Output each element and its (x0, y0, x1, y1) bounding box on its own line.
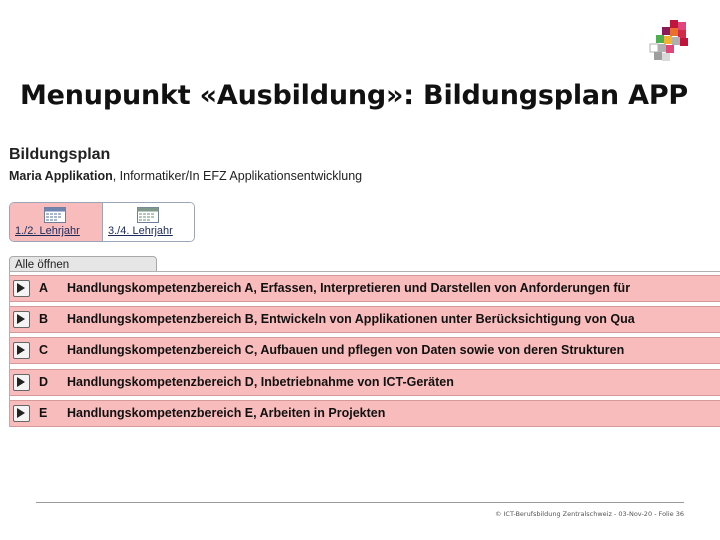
play-icon (17, 283, 25, 293)
bildungsplan-screenshot (8, 144, 720, 428)
competence-letter: B (39, 312, 49, 326)
expand-button[interactable] (13, 342, 30, 359)
plan-subtitle (9, 169, 362, 183)
play-icon (17, 408, 25, 418)
expand-button[interactable] (13, 311, 30, 328)
calendar-icon (137, 207, 159, 223)
competence-row-d[interactable] (10, 369, 720, 396)
slide-footer: © ICT-Berufsbildung Zentralschweiz - 03-Nov-20 - Folie 36 (494, 510, 684, 518)
expand-button[interactable] (13, 405, 30, 422)
expand-button[interactable] (13, 280, 30, 297)
logo-icon (648, 20, 690, 64)
competence-name: Handlungskompetenzbereich E, Arbeiten in Projekten (67, 406, 386, 420)
competence-letter: E (39, 406, 48, 420)
play-icon (17, 377, 25, 387)
competence-name: Handlungskompetenzbereich D, Inbetriebnahme von ICT-Geräten (67, 375, 454, 389)
tab-year-3-4[interactable] (103, 203, 194, 241)
calendar-icon (44, 207, 66, 223)
profession-label: , Informatiker/In EFZ Applikationsentwicklung (112, 169, 363, 183)
competence-name: Handlungskompetenzbereich A, Erfassen, Interpretieren und Darstellen von Anforderungen für (67, 281, 631, 295)
competence-row-b[interactable] (10, 306, 720, 333)
apprentice-name: Maria Applikation (9, 169, 113, 183)
tab-label: 1./2. Lehrjahr (15, 225, 80, 237)
competence-letter: C (39, 343, 49, 357)
slide-title: Menupunkt «Ausbildung»: Bildungsplan APP (20, 80, 689, 111)
play-icon (17, 345, 25, 355)
competence-row-c[interactable] (10, 337, 720, 364)
expand-button[interactable] (13, 374, 30, 391)
tab-label: 3./4. Lehrjahr (108, 225, 173, 237)
competence-letter: A (39, 281, 49, 295)
footer-divider (36, 502, 684, 503)
competence-row-a[interactable] (10, 275, 720, 302)
page-title: Bildungsplan (9, 146, 111, 163)
competence-row-e[interactable] (10, 400, 720, 427)
open-all-label: Alle öffnen (15, 259, 70, 271)
competence-list (9, 271, 720, 427)
play-icon (17, 314, 25, 324)
competence-letter: D (39, 375, 49, 389)
year-tabs (9, 202, 195, 242)
tab-year-1-2[interactable] (10, 203, 103, 241)
competence-name: Handlungskompetenzbereich B, Entwickeln von Applikationen unter Berücksichtigung von Qua (67, 312, 635, 326)
competence-name: Handlungskompetenzbereich C, Aufbauen und pflegen von Daten sowie von deren Strukturen (67, 343, 625, 357)
